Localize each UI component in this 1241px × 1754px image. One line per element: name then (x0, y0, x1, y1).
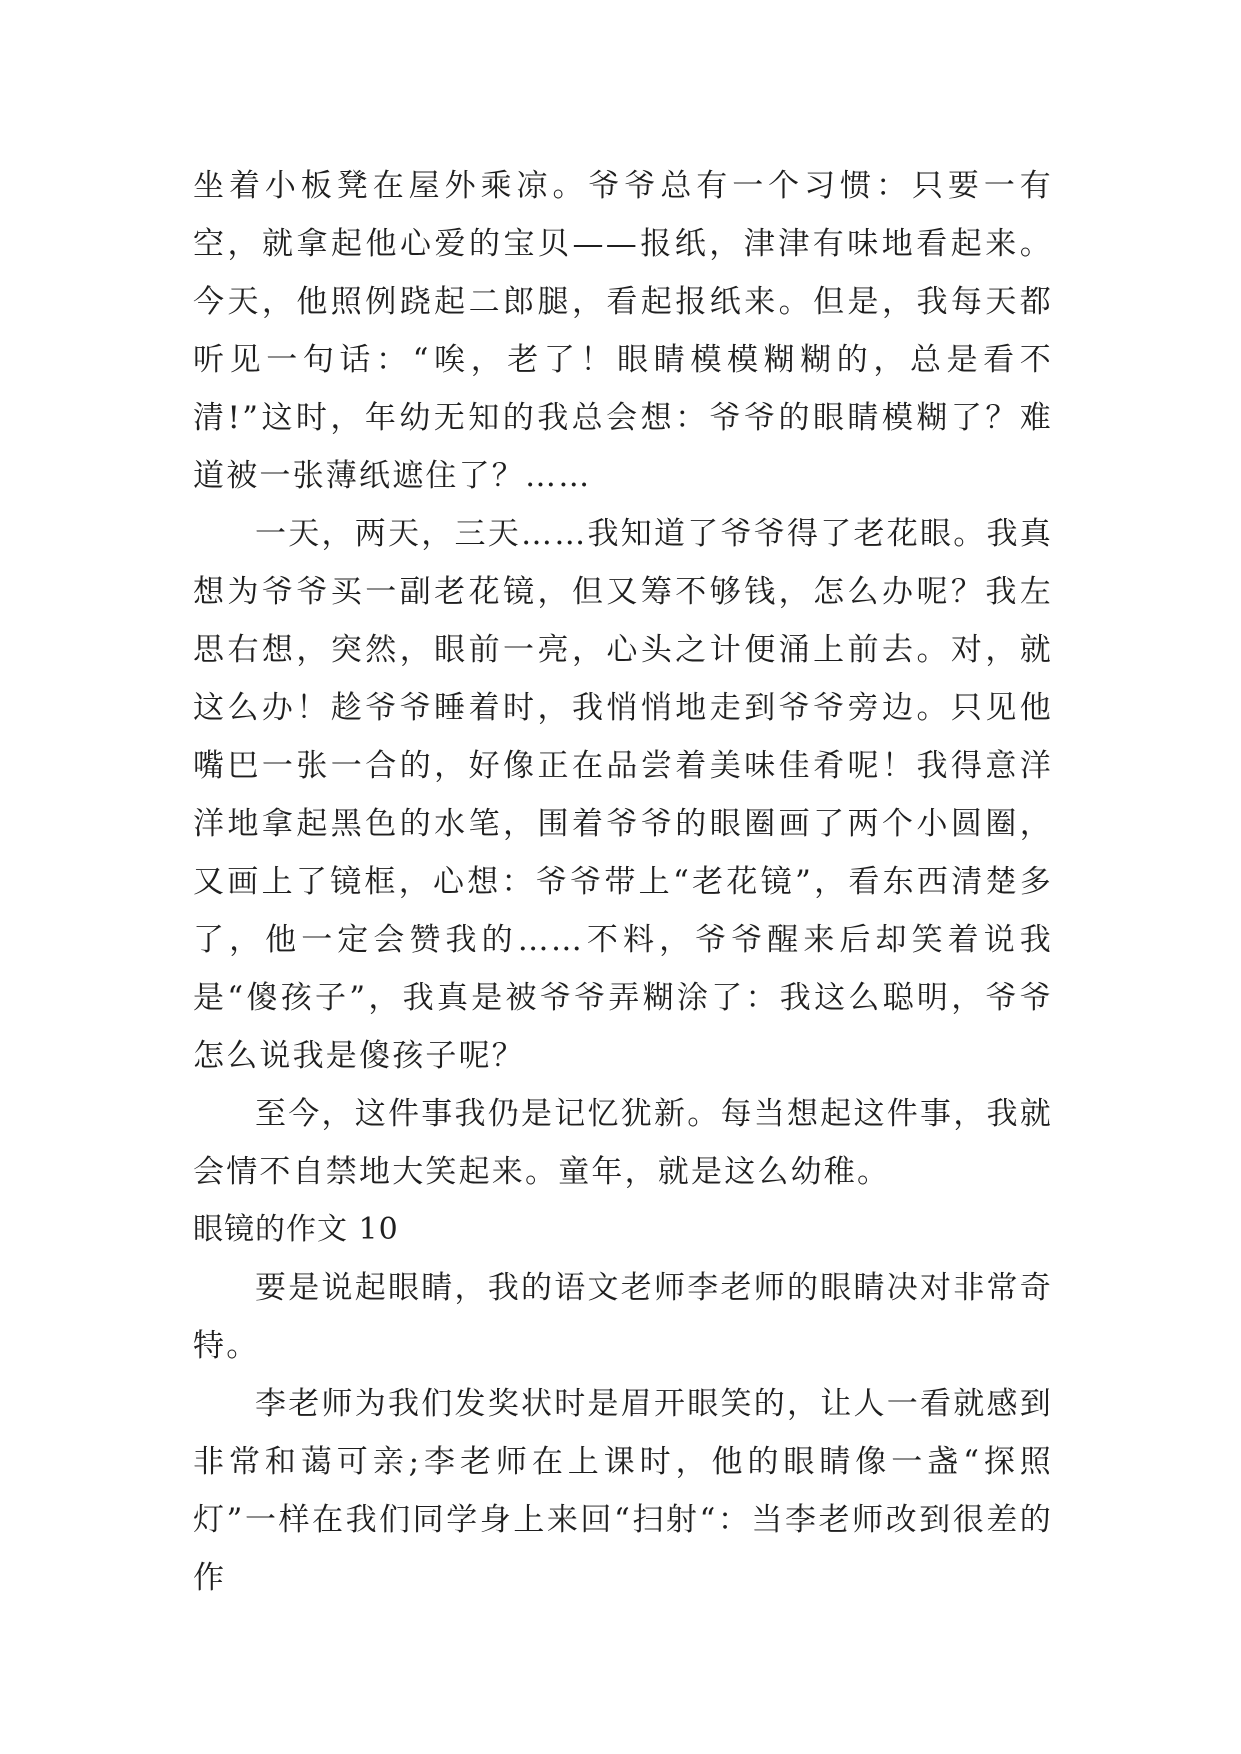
document-body (193, 157, 1053, 1607)
paragraph-continuation: 坐着小板凳在屋外乘凉。爷爷总有一个习惯：只要一有空，就拿起他心爱的宝贝——报纸，津津有味地看起来。今天，他照例跷起二郎腿，看起报纸来。但是，我每天都听见一句话：“唉，老了！眼睛模模糊糊的，总是看不清!”这时，年幼无知的我总会想：爷爷的眼睛模糊了？难道被一张薄纸遮住了？…… (193, 168, 1053, 494)
essay-heading: 眼镜的作文 10 (193, 1212, 399, 1247)
paragraph-teacher-description: 李老师为我们发奖状时是眉开眼笑的，让人一看就感到非常和蔼可亲;李老师在上课时，他的眼睛像一盏“探照灯”一样在我们同学身上来回“扫射“：当李老师改到很差的作 (193, 1386, 1053, 1596)
paragraph-memory: 至今，这件事我仍是记忆犹新。每当想起这件事，我就会情不自禁地大笑起来。童年，就是这么幼稚。 (193, 1096, 1053, 1190)
paragraph-teacher-eyes: 要是说起眼睛，我的语文老师李老师的眼睛决对非常奇特。 (193, 1270, 1053, 1364)
paragraph-presbyopia: 一天，两天，三天……我知道了爷爷得了老花眼。我真想为爷爷买一副老花镜，但又筹不够钱，怎么办呢？我左思右想，突然，眼前一亮，心头之计便涌上前去。对，就这么办！趁爷爷睡着时，我悄悄地走到爷爷旁边。只见他嘴巴一张一合的，好像正在品尝着美味佳肴呢！我得意洋洋地拿起黑色的水笔，围着爷爷的眼圈画了两个小圆圈，又画上了镜框，心想：爷爷带上“老花镜”，看东西清楚多了，他一定会赞我的……不料，爷爷醒来后却笑着说我是“傻孩子”，我真是被爷爷弄糊涂了：我这么聪明，爷爷怎么说我是傻孩子呢？ (193, 516, 1053, 1074)
